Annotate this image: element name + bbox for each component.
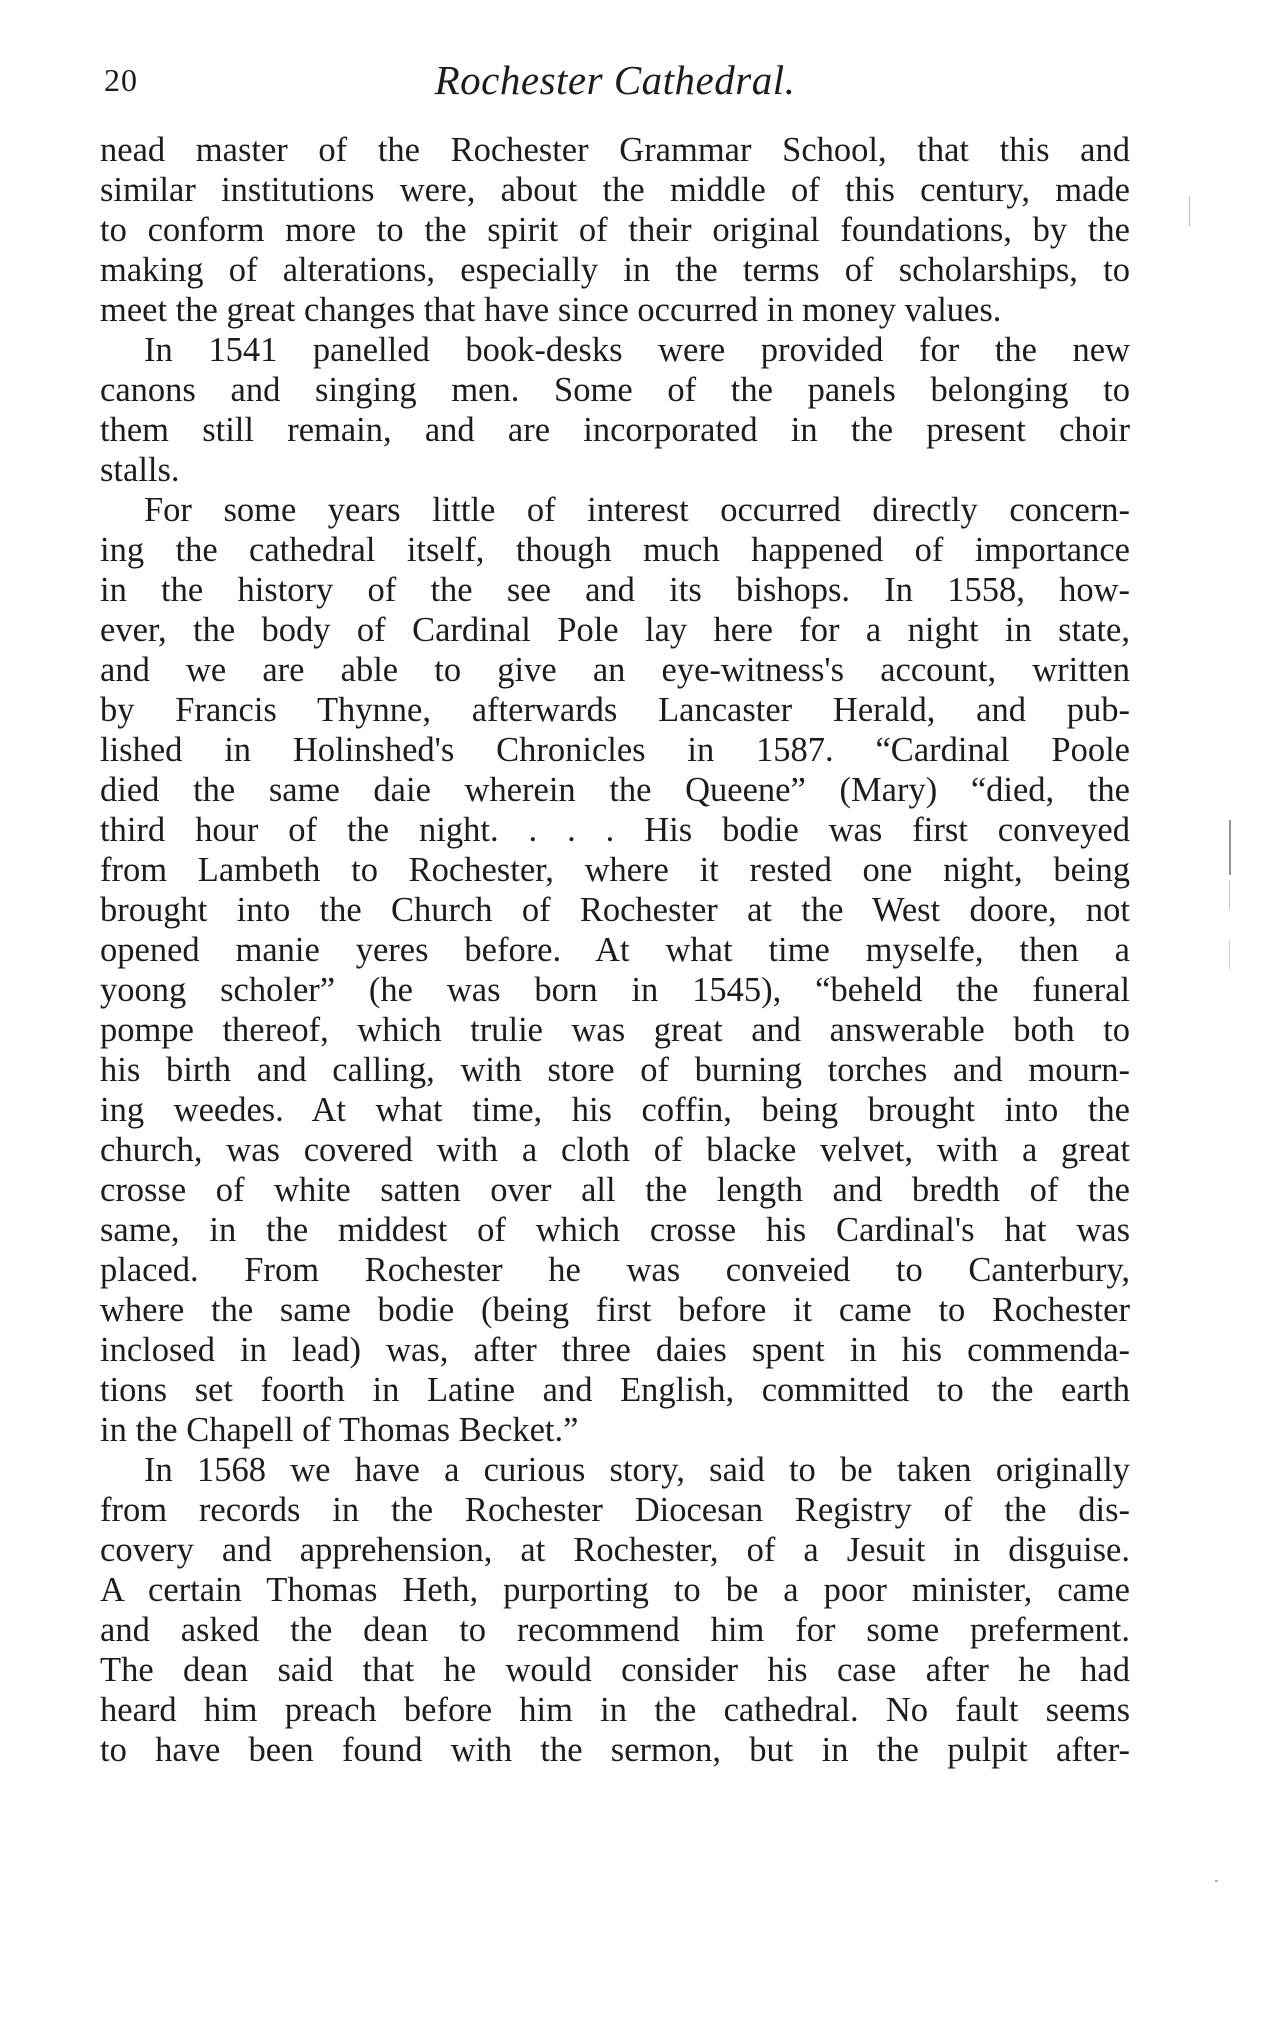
text-line: For some years little of interest occurred directly concern- xyxy=(144,491,1130,529)
text-line: tions set foorth in Latine and English, committed to the earth xyxy=(100,1371,1130,1409)
running-title: Rochester Cathedral. xyxy=(434,57,796,103)
text-line: In 1541 panelled book-desks were provided for the new xyxy=(144,331,1130,369)
text-line: nead master of the Rochester Grammar School, that this and xyxy=(100,131,1130,169)
text-line: brought into the Church of Rochester at the West doore, not xyxy=(100,891,1130,929)
text-line: In 1568 we have a curious story, said to be taken originally xyxy=(144,1451,1130,1489)
text-line: and we are able to give an eye-witness's account, written xyxy=(100,651,1130,689)
text-line: The dean said that he would consider his case after he had xyxy=(100,1651,1130,1689)
text-line: where the same bodie (being first before it came to Rochester xyxy=(100,1291,1130,1329)
text-line: in the Chapell of Thomas Becket.” xyxy=(100,1411,579,1449)
paragraph xyxy=(100,330,1130,490)
text-line: making of alterations, especially in the terms of scholarships, to xyxy=(100,251,1130,289)
text-line: stalls. xyxy=(100,451,180,489)
text-line: ing the cathedral itself, though much happened of importance xyxy=(100,531,1130,569)
text-line: died the same daie wherein the Queene” (Mary) “died, the xyxy=(100,771,1130,809)
text-line: same, in the middest of which crosse his Cardinal's hat was xyxy=(100,1211,1130,1249)
text-line: them still remain, and are incorporated in the present choir xyxy=(100,411,1130,449)
text-line: church, was covered with a cloth of blacke velvet, with a great xyxy=(100,1131,1130,1169)
scan-mark xyxy=(1229,820,1231,875)
text-line: placed. From Rochester he was conveied to Canterbury, xyxy=(100,1251,1130,1289)
scan-mark xyxy=(1189,196,1190,226)
text-line: covery and apprehension, at Rochester, of a Jesuit in disguise. xyxy=(100,1531,1130,1569)
paragraph xyxy=(100,490,1130,1450)
text-line: ing weedes. At what time, his coffin, being brought into the xyxy=(100,1091,1130,1129)
text-line: his birth and calling, with store of burning torches and mourn- xyxy=(100,1051,1130,1089)
scan-mark xyxy=(1229,880,1230,910)
scan-mark xyxy=(1215,1880,1218,1882)
text-line: from Lambeth to Rochester, where it rested one night, being xyxy=(100,851,1130,889)
text-line: lished in Holinshed's Chronicles in 1587. “Cardinal Poole xyxy=(100,731,1130,769)
text-line: meet the great changes that have since occurred in money values. xyxy=(100,291,1002,329)
text-line: opened manie yeres before. At what time myselfe, then a xyxy=(100,931,1130,969)
text-line: by Francis Thynne, afterwards Lancaster Herald, and pub- xyxy=(100,691,1130,729)
text-line: ever, the body of Cardinal Pole lay here for a night in state, xyxy=(100,611,1130,649)
text-line: A certain Thomas Heth, purporting to be a poor minister, came xyxy=(100,1571,1130,1609)
text-line: third hour of the night. . . . His bodie was first conveyed xyxy=(100,811,1130,849)
text-line: from records in the Rochester Diocesan Registry of the dis- xyxy=(100,1491,1130,1529)
text-line: to have been found with the sermon, but in the pulpit after- xyxy=(100,1731,1130,1769)
text-line: heard him preach before him in the cathedral. No fault seems xyxy=(100,1691,1130,1729)
paragraph xyxy=(100,130,1130,330)
text-line: to conform more to the spirit of their original foundations, by the xyxy=(100,211,1130,249)
scan-mark xyxy=(1229,940,1230,970)
text-line: yoong scholer” (he was born in 1545), “beheld the funeral xyxy=(100,971,1130,1009)
text-line: canons and singing men. Some of the panels belonging to xyxy=(100,371,1130,409)
text-line: and asked the dean to recommend him for some preferment. xyxy=(100,1611,1130,1649)
text-line: in the history of the see and its bishops. In 1558, how- xyxy=(100,571,1130,609)
paragraph xyxy=(100,1450,1130,1770)
page-header xyxy=(100,56,1130,116)
text-line: pompe thereof, which trulie was great and answerable both to xyxy=(100,1011,1130,1049)
body-text xyxy=(100,130,1130,1770)
text-line: inclosed in lead) was, after three daies spent in his commenda- xyxy=(100,1331,1130,1369)
text-line: similar institutions were, about the middle of this century, made xyxy=(100,171,1130,209)
page-number: 20 xyxy=(104,62,138,98)
text-line: crosse of white satten over all the length and bredth of the xyxy=(100,1171,1130,1209)
